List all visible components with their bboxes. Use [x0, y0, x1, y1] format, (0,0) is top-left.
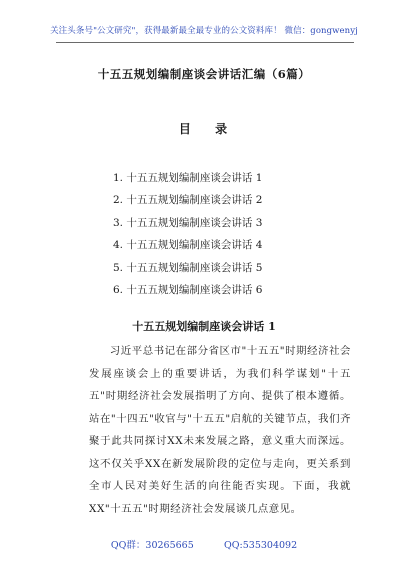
toc-heading: 目 录: [178, 122, 238, 136]
toc-item[interactable]: 1. 十五五规划编制座谈会讲话 1: [113, 172, 263, 184]
header-divider: [56, 42, 354, 43]
body-paragraph: 习近平总书记在部分省区市"十五五"时期经济社会发展座谈会上的重要讲话，为我们科学谋划"十五五"时期经济社会发展指明了方向、提供了根本遵循。站在"十四五"收官与"十五五"启航的关键节点，我们齐聚于此共同探讨XX未来发展之路，意义重大而深远。这不仅关乎XX在新发展阶段的定位与走向，更关系到全市人民对美好生活的向往能否实现。下面，我就XX"十五五"时期经济社会发展谈几点意见。: [89, 345, 352, 515]
footer-qq-number: QQ:535304092: [223, 540, 298, 551]
section-title: 十五五规划编制座谈会讲话 1: [132, 320, 276, 333]
toc-item[interactable]: 6. 十五五规划编制座谈会讲话 6: [113, 283, 263, 296]
table-of-contents: [113, 170, 262, 304]
footer-contact: [0, 537, 408, 551]
document-title: 十五五规划编制座谈会讲话汇编（6篇）: [97, 67, 311, 81]
header-note: 关注头条号"公文研究"，获得最新最全最专业的公文资料库！ 微信：gongwenyj: [50, 26, 358, 36]
toc-item[interactable]: 5. 十五五规划编制座谈会讲话 5: [113, 261, 263, 274]
toc-item[interactable]: 4. 十五五规划编制座谈会讲话 4: [113, 239, 263, 252]
footer-qq-group: QQ群：30265665: [110, 540, 194, 551]
toc-item[interactable]: 3. 十五五规划编制座谈会讲话 3: [113, 216, 263, 229]
toc-item[interactable]: 2. 十五五规划编制座谈会讲话 2: [113, 194, 263, 207]
